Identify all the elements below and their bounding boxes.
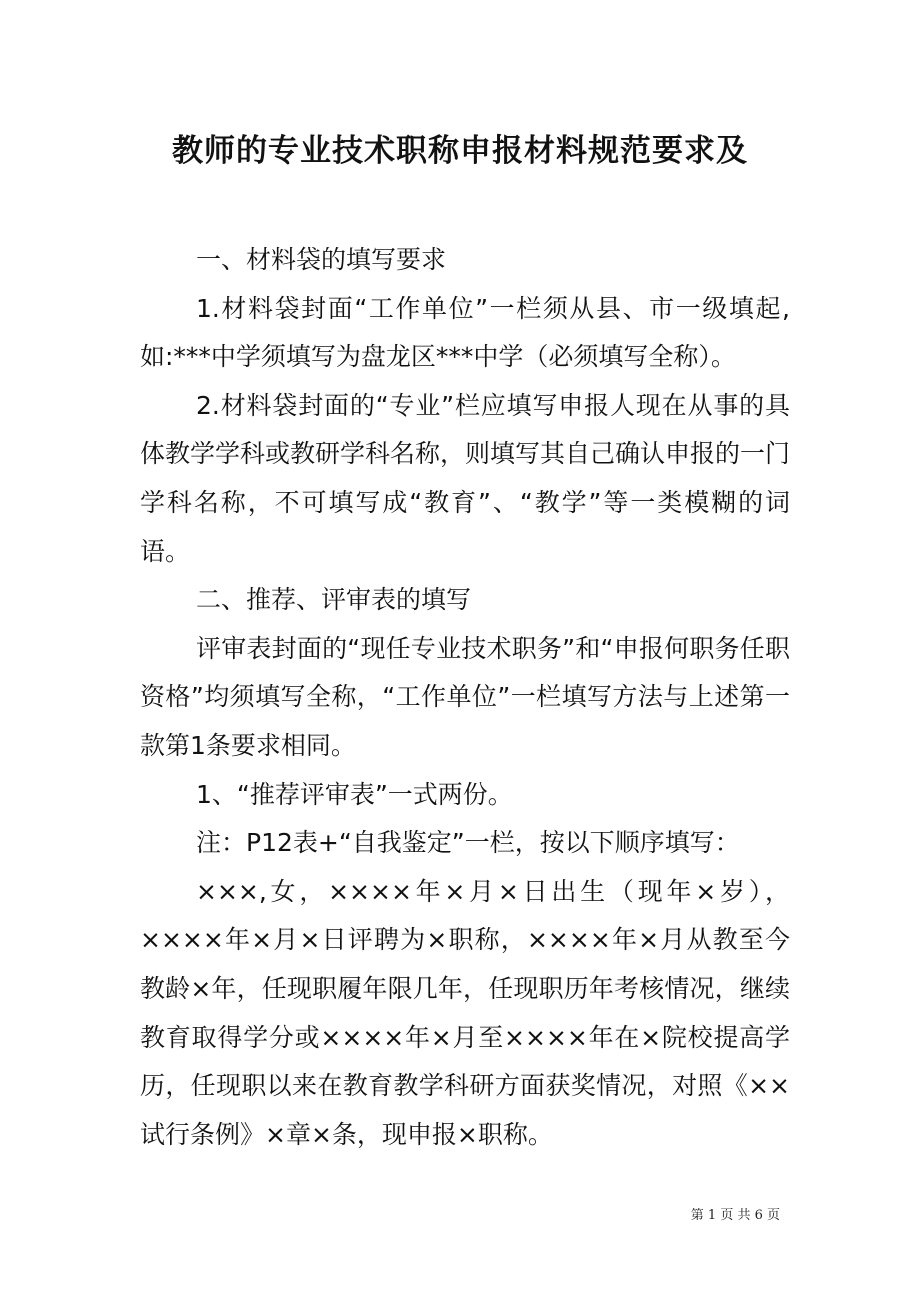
paragraph-4: 1、“推荐评审表”一式两份。: [196, 779, 513, 809]
section-heading-2: 二、推荐、评审表的填写: [196, 585, 472, 615]
paragraph-3: 评审表封面的“现任专业技术职务”和“申报何职务任职资格”均须填写全称，“工作单位”一栏填写方法与上述第一款第1条要求相同。: [140, 633, 790, 760]
paragraph-6: ×××,女，××××年×月×日出生（现年×岁），××××年×月×日评聘为×职称，××××年×月从教至今教龄×年，任现职履年限几年，任现职历年考核情况，继续教育取得学分或××××年×月至××××年在×院校提高学历，任现职以来在教育教学科研方面获奖情况，对照《××试行条例》×章×条，现申报×职称。: [140, 876, 790, 1149]
paragraph-5: 注：P12表+“自我鉴定”一栏，按以下顺序填写：: [196, 828, 740, 858]
paragraph-1: 1.材料袋封面“工作单位”一栏须从县、市一级填起,如:***中学须填写为盘龙区***中学（必须填写全称）。: [140, 293, 790, 372]
document-body: [140, 236, 790, 1159]
section-heading-1: 一、材料袋的填写要求: [196, 245, 447, 274]
page-number-footer: 第 1 页 共 6 页: [690, 1208, 780, 1223]
paragraph-2: 2.材料袋封面的“专业”栏应填写申报人现在从事的具体教学学科或教研学科名称，则填写其自己确认申报的一门学科名称，不可填写成“教育”、“教学”等一类模糊的词语。: [140, 390, 791, 566]
document-title: 教师的专业技术职称申报材料规范要求及: [172, 133, 748, 169]
